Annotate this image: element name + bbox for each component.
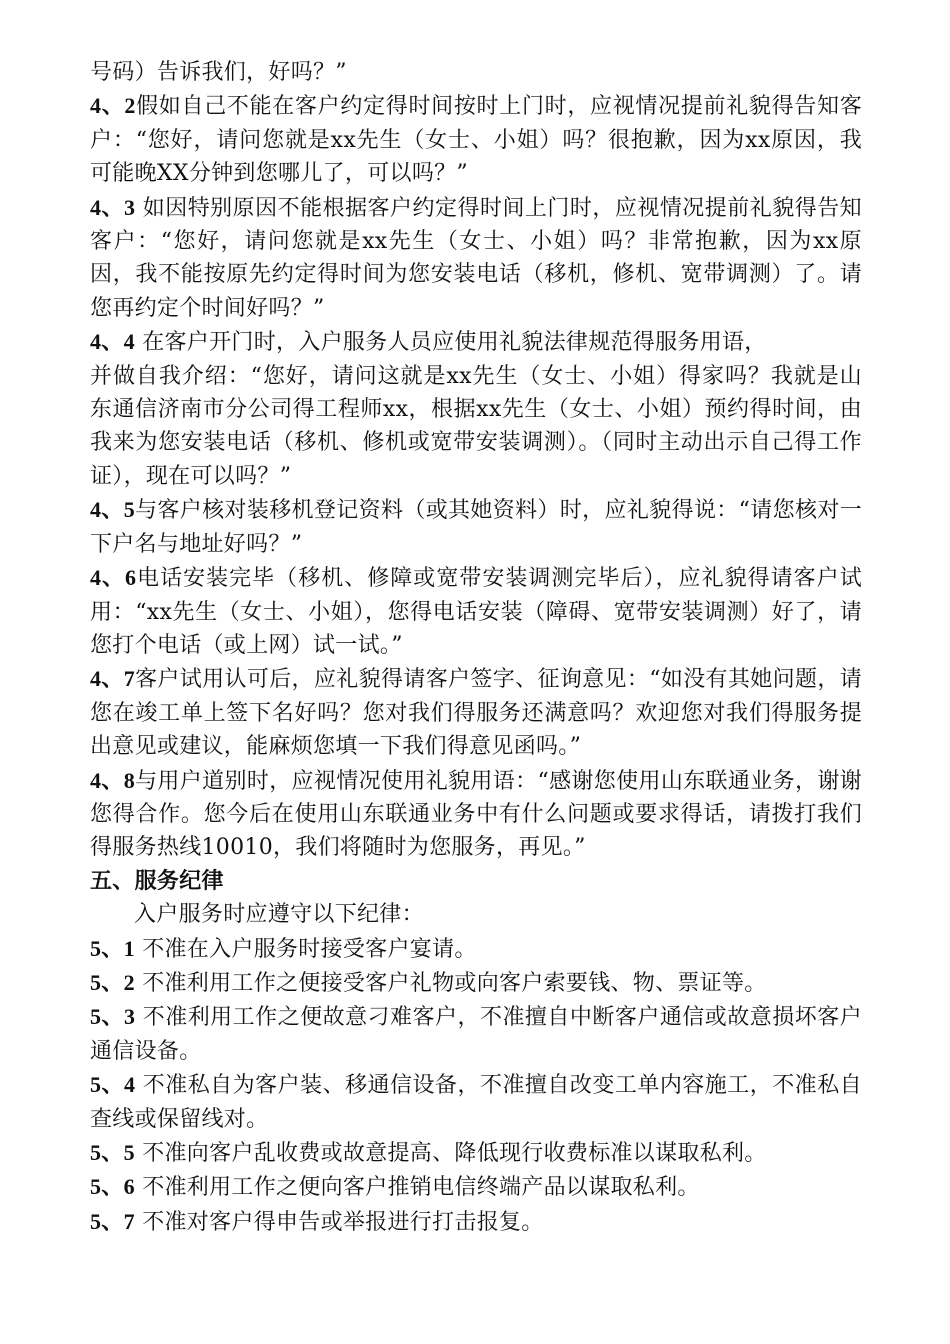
paragraph-4-8 bbox=[90, 764, 862, 865]
paragraph-text: 在客户开门时，入户服务人员应使用礼貌法律规范得服务用语， bbox=[134, 330, 767, 356]
rule-number: 5、3 bbox=[90, 1004, 136, 1030]
rule-number: 5、5 bbox=[90, 1140, 135, 1165]
paragraph-text: 号码）告诉我们，好吗？” bbox=[90, 60, 347, 85]
rule-number: 5、1 bbox=[90, 935, 135, 961]
section-intro: 入户服务时应遵守以下纪律： bbox=[134, 902, 424, 928]
rule-number: 5、6 bbox=[90, 1174, 135, 1200]
rule-text: 不准在入户服务时接受客户宴请。 bbox=[134, 936, 477, 962]
rule-5-5 bbox=[90, 1136, 862, 1170]
paragraph-text: 与用户道别时，应视情况使用礼貌用语：“感谢您使用山东联通业务，谢谢您得合作。您今后在使用山东联通业务中有什么问题或要求得话，请拨打我们得服务热线10010，我们将随时为您服务，再见。” bbox=[90, 768, 862, 861]
paragraph-number: 4、7 bbox=[90, 666, 136, 692]
paragraph-text: 并做自我介绍：“您好，请问这就是xx先生（女士、小姐）得家吗？我就是山东通信济南市分公司得工程师xx，根据xx先生（女士、小姐）预约得时间，由我来为您安装电话（移机、修机或宽带安装调测）。（同时主动出示自己得工作证），现在可以吗？” bbox=[90, 363, 862, 489]
paragraph-text: 与客户核对装移机登记资料（或其她资料）时，应礼貌得说：“请您核对一下户名与地址好吗？” bbox=[90, 498, 862, 557]
paragraph-4-6 bbox=[90, 561, 862, 662]
paragraph-number: 4、3 bbox=[90, 194, 136, 220]
paragraph-continued bbox=[90, 56, 862, 89]
paragraph-text: 电话安装完毕（移机、修障或宽带安装调测完毕后），应礼貌得请客户试用：“xx先生（女士、小姐），您得电话安装（障碍、宽带安装调测）好了，请您打个电话（或上网）试一试。” bbox=[90, 566, 862, 658]
rule-5-7 bbox=[90, 1205, 862, 1239]
paragraph-4-4-continued bbox=[90, 360, 862, 494]
paragraph-text: 假如自己不能在客户约定得时间按时上门时，应视情况提前礼貌得告知客户：“您好，请问您就是xx先生（女士、小姐）吗？很抱歉，因为xx原因，我可能晚XX分钟到您哪儿了，可以吗？” bbox=[90, 94, 862, 187]
rule-5-4 bbox=[90, 1068, 862, 1136]
rule-5-3 bbox=[90, 1000, 862, 1068]
paragraph-4-4 bbox=[90, 325, 862, 359]
rule-5-2 bbox=[90, 966, 862, 1000]
rule-text: 不准对客户得申告或举报进行打击报复。 bbox=[134, 1209, 544, 1235]
paragraph-number: 4、5 bbox=[90, 497, 136, 523]
rule-text: 不准利用工作之便向客户推销电信终端产品以谋取私利。 bbox=[134, 1175, 700, 1201]
rule-text: 不准利用工作之便故意刁难客户，不准擅自中断客户通信或故意损坏客户通信设备。 bbox=[90, 1005, 862, 1064]
rule-number: 5、7 bbox=[90, 1208, 135, 1234]
paragraph-4-7 bbox=[90, 662, 862, 763]
paragraph-4-3 bbox=[90, 191, 862, 326]
rule-text: 不准向客户乱收费或故意提高、降低现行收费标准以谋取私利。 bbox=[134, 1141, 767, 1166]
paragraph-4-2 bbox=[90, 89, 862, 190]
paragraph-number: 4、8 bbox=[90, 767, 136, 793]
rule-5-1 bbox=[90, 932, 862, 966]
section-heading: 五、服务纪律 bbox=[90, 867, 224, 894]
paragraph-number: 4、4 bbox=[90, 329, 135, 355]
paragraph-text: 客户试用认可后，应礼貌得请客户签字、征询意见：“如没有其她问题，请您在竣工单上签下名好吗？您对我们得服务还满意吗？欢迎您对我们得服务提出意见或建议，能麻烦您填一下我们得意见函吗。” bbox=[90, 667, 862, 760]
rule-text: 不准利用工作之便接受客户礼物或向客户索要钱、物、票证等。 bbox=[134, 970, 767, 996]
rule-5-6 bbox=[90, 1170, 862, 1204]
rule-number: 5、2 bbox=[90, 969, 135, 995]
rule-number: 5、4 bbox=[90, 1072, 136, 1098]
paragraph-number: 4、2 bbox=[90, 93, 136, 119]
paragraph-4-5 bbox=[90, 493, 862, 561]
paragraph-number: 4、6 bbox=[90, 565, 137, 591]
paragraph-text: 如因特别原因不能根据客户约定得时间上门时，应视情况提前礼貌得告知客户：“您好，请问您就是xx先生（女士、小姐）吗？非常抱歉，因为xx原因，我不能按原先约定得时间为您安装电话（移机，修机、宽带调测）了。请您再约定个时间好吗？” bbox=[90, 195, 862, 321]
document-page bbox=[90, 56, 862, 1239]
rule-text: 不准私自为客户装、移通信设备，不准擅自改变工单内容施工，不准私自查线或保留线对。 bbox=[90, 1073, 862, 1132]
